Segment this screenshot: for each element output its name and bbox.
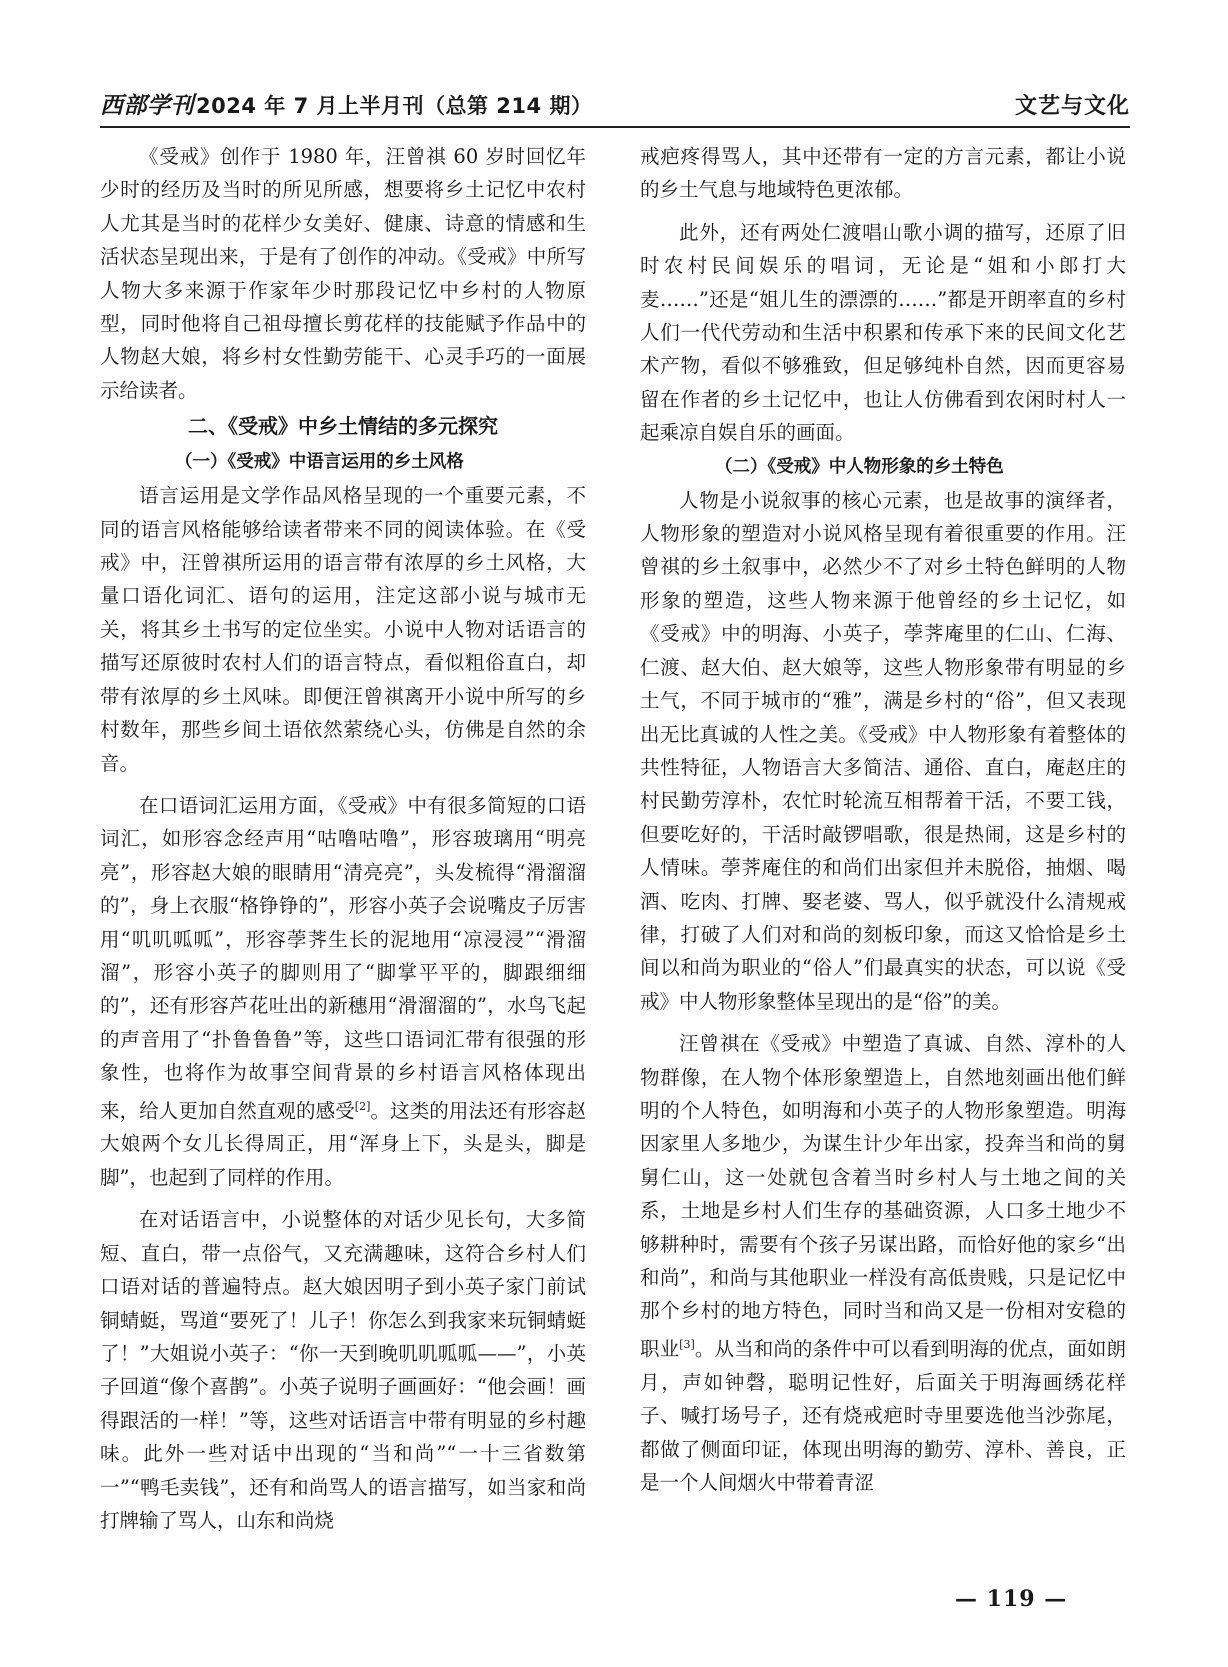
citation: [2]	[354, 1099, 371, 1113]
journal-logo: 西部学刊	[100, 92, 194, 119]
paragraph: 此外，还有两处仁渡唱山歌小调的描写，还原了旧时农村民间娱乐的唱词，无论是“姐和小郎打大麦……”还是“姐儿生的漂漂的……”都是开朗率直的乡村人们一代代劳动和生活中积累和传承下来的民间文化艺术产物，看似不够雅致，但足够纯朴自然，因而更容易留在作者的乡土记忆中，也让人仿佛看到农闲时村人一起乘凉自娱自乐的画面。	[640, 220, 1126, 445]
paragraph	[100, 789, 586, 1194]
paragraph-text: 。这类的用法还有形容赵大娘两个女儿长得周正，用“浑身上下，头是头，脚是脚”，也起到了同样的作用。	[100, 1099, 586, 1189]
section-title: 文艺与文化	[1014, 94, 1130, 119]
left-column	[100, 140, 586, 1537]
page-number: — 119 —	[955, 1586, 1068, 1612]
paragraph: 在对话语言中，小说整体的对话少见长句，大多简短、直白，带一点俗气，又充满趣味，这符合乡村人们口语对话的普遍特点。赵大娘因明子到小英子家门前试铜蜻蜓，骂道“要死了！儿子！你怎么到我家来玩铜蜻蜓了！”大姐说小英子：“你一天到晚叽叽呱呱——”，小英子回道“像个喜鹊”。小英子说明子画画好：“他会画！画得跟活的一样！”等，这些对话语言中带有明显的乡村趣味。此外一些对话中出现的“当和尚”“一十三省数第一”“鸭毛卖钱”，还有和尚骂人的语言描写，如当家和尚打牌输了骂人，山东和尚烧	[100, 1208, 586, 1532]
paragraph	[640, 1027, 1126, 1499]
paragraph: 《受戒》创作于 1980 年，汪曾祺 60 岁时回忆年少时的经历及当时的所见所感，想要将乡土记忆中农村人尤其是当时的花样少女美好、健康、诗意的情感和生活状态呈现出来，于是有了创作的冲动。《受戒》中所写人物大多来源于作家年少时那段记忆中乡村的人物原型，同时他将自己祖母擅长剪花样的技能赋予作品中的人物赵大娘，将乡村女性勤劳能干、心灵手巧的一面展示给读者。	[100, 145, 586, 402]
running-header	[100, 86, 1130, 120]
header-divider	[100, 126, 1130, 128]
subsection-heading: （二）《受戒》中人物形象的乡土特色	[715, 456, 1004, 477]
paragraph-text: 汪曾祺在《受戒》中塑造了真诚、自然、淳朴的人物群像，在人物个体形象塑造上，自然地刻画出他们鲜明的个人特色，如明海和小英子的人物形象塑造。明海因家里人多地少，为谋生计少年出家，投奔当和尚的舅舅仁山，这一处就包含着当时乡村人与土地之间的关系，土地是乡村人们生存的基础资源，人口多土地少不够耕种时，需要有个孩子另谋出路，而恰好他的家乡“出和尚”，和尚与其他职业一样没有高低贵贱，只是记忆中那个乡村的地方特色，同时当和尚又是一份相对安稳的职业	[640, 1032, 1126, 1361]
right-column	[640, 140, 1126, 1499]
subsection-heading: （一）《受戒》中语言运用的乡土风格	[175, 452, 464, 473]
paragraph: 戒疤疼得骂人，其中还带有一定的方言元素，都让小说的乡土气息与地域特色更浓郁。	[640, 145, 1126, 202]
journal-info	[100, 87, 592, 120]
paragraph: 语言运用是文学作品风格呈现的一个重要元素，不同的语言风格能够给读者带来不同的阅读体验。在《受戒》中，汪曾祺所运用的语言带有浓厚的乡土风格，大量口语化词汇、语句的运用，注定这部小说与城市无关，将其乡土书写的定位坐实。小说中人物对话语言的描写还原彼时农村人们的语言特点，看似粗俗直白，却带有浓厚的乡土风味。即便汪曾祺离开小说中所写的乡村数年，那些乡间土语依然萦绕心头，仿佛是自然的余音。	[100, 484, 586, 775]
section-heading: 二、《受戒》中乡土情结的多元探究	[188, 414, 498, 439]
paragraph: 人物是小说叙事的核心元素，也是故事的演绎者，人物形象的塑造对小说风格呈现有着很重要的作用。汪曾祺的乡土叙事中，必然少不了对乡土特色鲜明的人物形象的塑造，这些人物来源于他曾经的乡土记忆，如《受戒》中的明海、小英子，荸荠庵里的仁山、仁海、仁渡、赵大伯、赵大娘等，这些人物形象带有明显的乡土气，不同于城市的“雅”，满是乡村的“俗”，但又表现出无比真诚的人性之美。《受戒》中人物形象有着整体的共性特征，人物语言大多简洁、通俗、直白，庵赵庄的村民勤劳淳朴，农忙时轮流互相帮着干活，不要工钱，但要吃好的，干活时敲锣唱歌，很是热闹，这是乡村的人情味。荸荠庵住的和尚们出家但并未脱俗，抽烟、喝酒、吃肉、打牌、娶老婆、骂人，似乎就没什么清规戒律，打破了人们对和尚的刻板印象，而这又恰恰是乡土间以和尚为职业的“俗人”们最真实的状态，可以说《受戒》中人物形象整体呈现出的是“俗”的美。	[640, 488, 1126, 1013]
paragraph-text: 在口语词汇运用方面，《受戒》中有很多简短的口语词汇，如形容念经声用“咕噜咕噜”，形容玻璃用“明亮亮”，形容赵大娘的眼睛用“清亮亮”，头发梳得“滑溜溜的”，身上衣服“格铮铮的”，形容小英子会说嘴皮子厉害用“叽叽呱呱”，形容荸荠生长的泥地用“凉浸浸”“滑溜溜”，形容小英子的脚则用了“脚掌平平的，脚跟细细的”，还有形容芦花吐出的新穗用“滑溜溜的”，水鸟飞起的声音用了“扑鲁鲁鲁”等，这些口语词汇带有很强的形象性，也将作为故事空间背景的乡村语言风格体现出来，给人更加自然直观的感受	[100, 793, 586, 1123]
paragraph-text: 。从当和尚的条件中可以看到明海的优点，面如朗月，声如钟磬，聪明记性好，后面关于明海画绣花样子、喊打场号子，还有烧戒疤时寺里要选他当沙弥尾，都做了侧面印证，体现出明海的勤劳、淳朴、善良，正是一个人间烟火中带着青涩	[640, 1337, 1126, 1494]
citation: [3]	[679, 1337, 695, 1351]
issue-info: 2024 年 7 月上半月刊（总第 214 期）	[196, 94, 593, 118]
